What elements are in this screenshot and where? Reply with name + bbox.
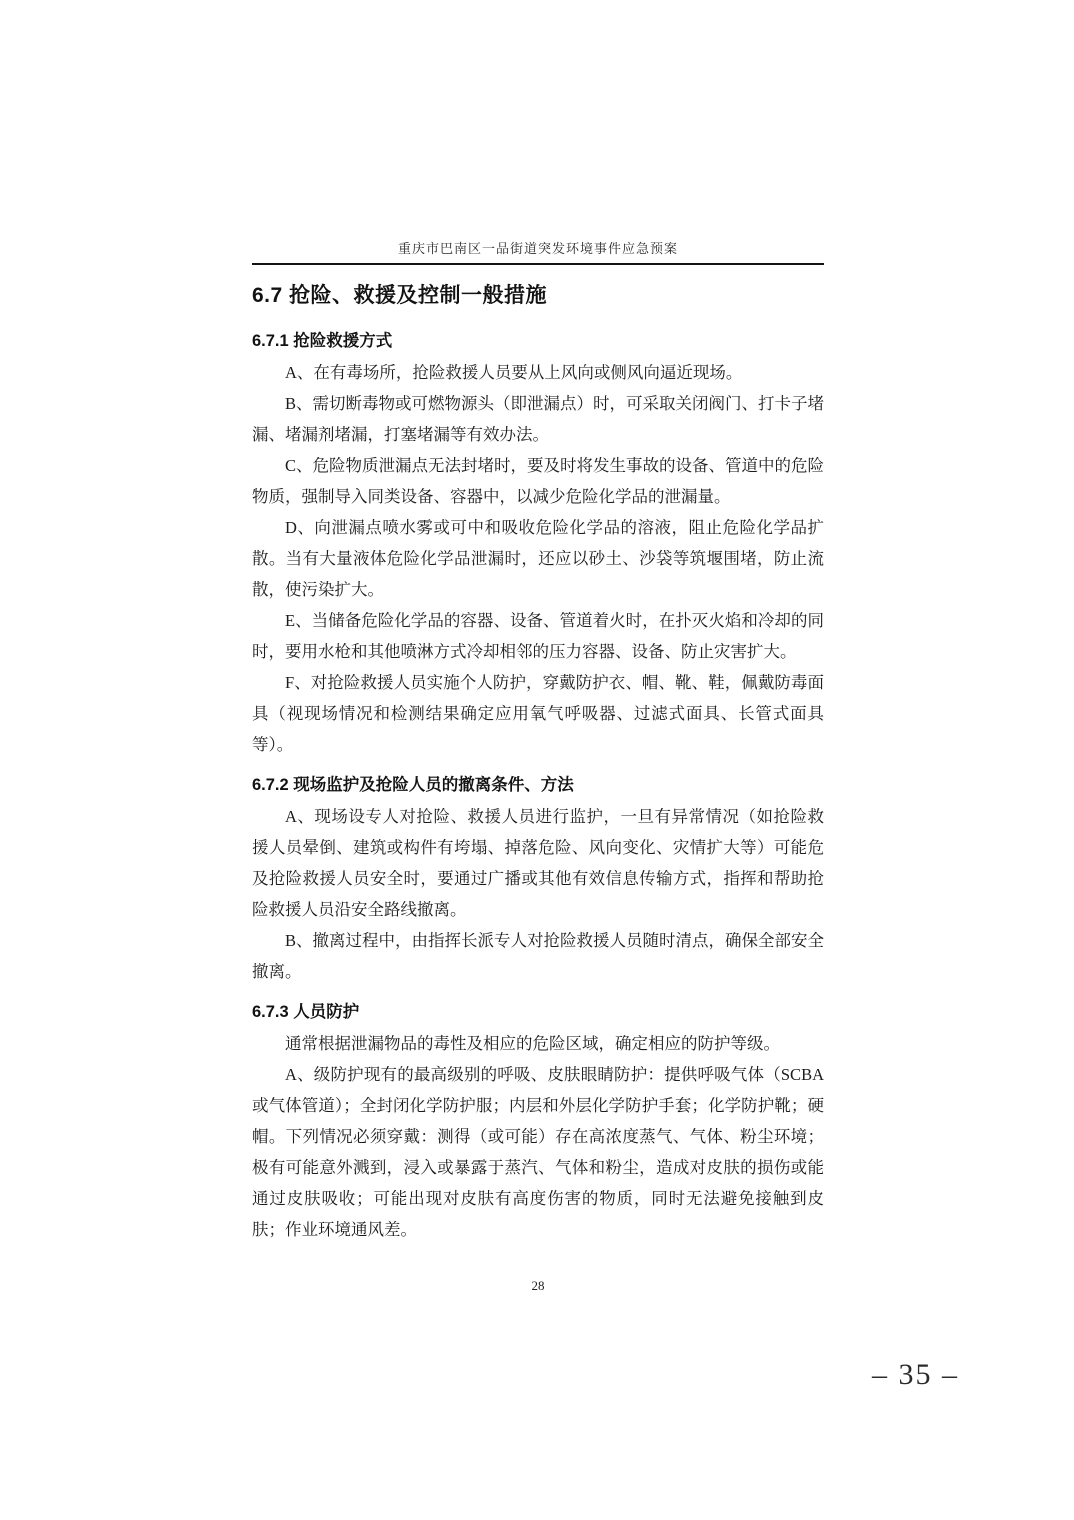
- subsection-heading-6-7-3: 6.7.3 人员防护: [252, 1003, 360, 1021]
- page-number: 28: [531, 1278, 545, 1293]
- pdf-page-number: – 35 –: [872, 1358, 959, 1391]
- document-page: [252, 240, 824, 1294]
- paragraph: D、向泄漏点喷水雾或可中和吸收危险化学品的溶液，阻止危险化学品扩散。当有大量液体危险化学品泄漏时，还应以砂土、沙袋等筑堰围堵，防止流散，使污染扩大。: [252, 518, 824, 599]
- paragraph: 通常根据泄漏物品的毒性及相应的危险区域，确定相应的防护等级。: [285, 1034, 780, 1053]
- paragraph: C、危险物质泄漏点无法封堵时，要及时将发生事故的设备、管道中的危险物质，强制导入同类设备、容器中，以减少危险化学品的泄漏量。: [252, 456, 825, 506]
- subsection-body-6-7-2: [252, 801, 824, 987]
- section-title: 6.7 抢险、救援及控制一般措施: [252, 284, 548, 307]
- paragraph: F、对抢险救援人员实施个人防护，穿戴防护衣、帽、靴、鞋，佩戴防毒面具（视现场情况和检测结果确定应用氧气呼吸器、过滤式面具、长管式面具等）。: [252, 673, 824, 754]
- subsection-body-6-7-1: [252, 357, 824, 760]
- subsection-heading-6-7-2: 6.7.2 现场监护及抢险人员的撤离条件、方法: [252, 776, 574, 794]
- paragraph: A、级防护现有的最高级别的呼吸、皮肤眼睛防护：提供呼吸气体（SCBA或气体管道）；全封闭化学防护服；内层和外层化学防护手套；化学防护靴；硬帽。下列情况必须穿戴：测得（或可能）存在高浓度蒸气、气体、粉尘环境；极有可能意外溅到，浸入或暴露于蒸汽、气体和粉尘，造成对皮肤的损伤或能通过皮肤吸收；可能出现对皮肤有高度伤害的物质，同时无法避免接触到皮肤；作业环境通风差。: [252, 1065, 824, 1239]
- subsection-heading-6-7-1: 6.7.1 抢险救援方式: [252, 332, 393, 350]
- paragraph: B、需切断毒物或可燃物源头（即泄漏点）时，可采取关闭阀门、打卡子堵漏、堵漏剂堵漏，打塞堵漏等有效办法。: [252, 394, 825, 444]
- subsection-body-6-7-3: [252, 1028, 824, 1245]
- paragraph: E、当储备危险化学品的容器、设备、管道着火时，在扑灭火焰和冷却的同时，要用水枪和其他喷淋方式冷却相邻的压力容器、设备、防止灾害扩大。: [252, 611, 824, 661]
- paragraph: B、撤离过程中，由指挥长派专人对抢险救援人员随时清点，确保全部安全撤离。: [252, 931, 825, 981]
- paragraph: A、现场设专人对抢险、救援人员进行监护，一旦有异常情况（如抢险救援人员晕倒、建筑或构件有垮塌、掉落危险、风向变化、灾情扩大等）可能危及抢险救援人员安全时，要通过广播或其他有效信息传输方式，指挥和帮助抢险救援人员沿安全路线撤离。: [252, 807, 824, 919]
- paragraph: A、在有毒场所，抢险救援人员要从上风向或侧风向逼近现场。: [285, 363, 743, 382]
- page-header-title: 重庆市巴南区一品街道突发环境事件应急预案: [252, 240, 824, 265]
